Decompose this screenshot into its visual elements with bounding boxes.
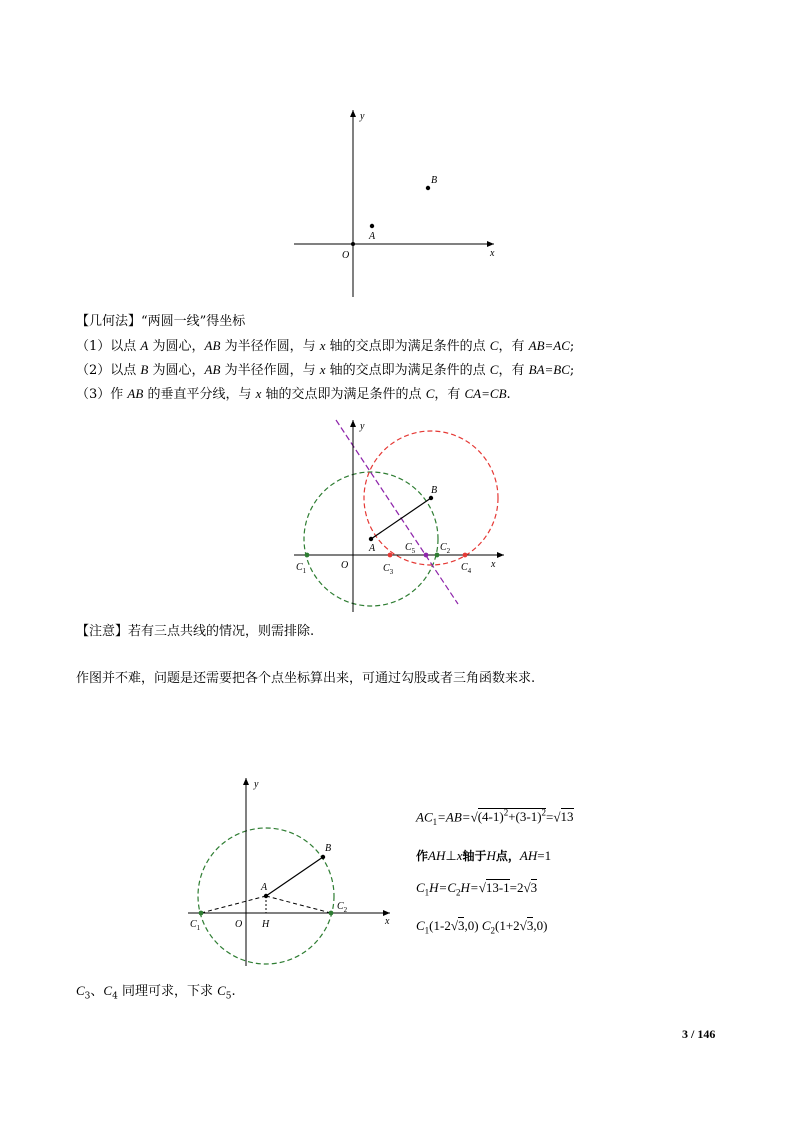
f2-val: =1 [537,848,552,863]
formula-line-4 [416,918,547,936]
ll-s5: 5 [225,991,232,1002]
method-2-point: B [140,362,149,377]
f2-ah: AH [428,848,446,863]
point-c4 [463,553,468,558]
f1-term1: (4-1) [477,809,504,825]
f4-r2: 3 [526,918,534,933]
point-h-label: H [262,919,270,930]
f2-post: 点， [495,849,520,863]
f1-radicand [478,808,546,824]
origin-label: O [342,250,350,261]
ll-c4: C [103,983,113,998]
section-title: 【几何法】“两圆一线”得坐标 [76,314,246,329]
method-3-x: x [255,386,262,401]
method-3-c: C [425,386,435,401]
f4-c2: C [481,918,491,933]
method-1-equation: AB=AC [528,338,570,353]
c1-label: $C_1$ [296,562,307,575]
f3-r1: 13-1 [485,880,510,895]
method-1-point: A [140,338,149,353]
f1-r2: 13 [560,809,574,825]
c2-label: $C_2$ [337,901,348,914]
formula-line-3 [416,880,537,898]
method-2-end: ; [569,363,575,378]
point-a [264,894,268,898]
method-2-x: x [319,362,326,377]
method-3-ab: AB [127,386,144,401]
point-b-label: B [431,175,438,186]
f4-p1: (1-2 [429,918,451,933]
point-a-label: A [369,543,376,554]
f1-eq: =AB= [437,809,471,825]
ll-c5: C [217,983,226,998]
paragraph-text: 作图并不难，问题是还需要把各个点坐标算出来，可通过勾股或者三角函数来求. [76,671,536,686]
f3-eq: =2 [509,880,524,895]
last-line [76,982,236,1006]
sqrt-icon: √ [450,918,458,933]
c1-label: $C_1$ [190,919,201,932]
x-axis-label: x [491,559,496,570]
method-2-text-1: 为圆心， [152,363,205,378]
point-c2 [435,553,440,558]
origin-label: O [341,560,349,571]
f3-s2: 2 [456,887,461,898]
c4-label: $C_4$ [461,562,472,575]
c2-label: $C_2$ [440,542,451,555]
f1-eq2: = [546,809,554,825]
note-text: 【注意】若有三点共线的情况，则需排除. [76,624,315,639]
method-2-text-2: 为半径作圆，与 [224,363,316,378]
sqrt-icon: √ [470,809,478,825]
segment-ac1 [201,896,266,913]
method-3-text-2: 的垂直平分线，与 [147,387,252,402]
f3-s1: 1 [424,887,430,898]
f4-p2: (1+2 [495,918,520,933]
sqrt-icon: √ [478,880,486,895]
method-1-text-1: 为圆心， [152,339,205,354]
point-a-label: A [369,231,376,242]
f4-s2: 2 [490,925,495,936]
method-2-prefix: （2）以点 [76,363,137,378]
formula-line-1 [416,808,574,827]
method-3-prefix: （3）作 [76,387,124,402]
ll-end: . [231,984,236,999]
method-3-text-4: ，有 [434,387,461,402]
method-line-2 [76,361,574,379]
f4-s1: 1 [424,925,430,936]
f1-lhs-sub: 1 [432,816,438,827]
segment-ac2 [266,896,331,913]
f1-lhs: AC [416,809,433,825]
method-3-equation: CA=CB [464,386,507,401]
point-b-label: B [431,485,438,496]
origin-label: O [235,919,243,930]
method-2-equation: BA=BC [528,362,570,377]
formula-line-2 [416,847,551,864]
ll-mid: 同理可求，下求 [117,984,218,999]
method-2-text-3: 轴的交点即为满足条件的点 [329,363,486,378]
f3-h2: H= [460,880,479,895]
c3-label: $C_3$ [383,563,394,576]
figure-3 [180,772,400,972]
sqrt-icon: √ [519,918,527,933]
method-3-text-3: 轴的交点即为满足条件的点 [265,387,422,402]
f2-ah2: AH [519,848,538,863]
f2-pre: 作 [416,849,429,863]
figure-1 [280,100,510,305]
ll-s3: 3 [84,991,91,1002]
method-3-end: . [506,387,511,402]
x-axis-label: x [385,916,390,927]
method-2-text-4: ，有 [498,363,525,378]
f3-c1: C [416,880,425,895]
ll-c3: C [76,983,85,998]
f1-term2: +(3-1) [508,809,542,825]
method-1-end: ; [569,339,575,354]
page-number: 3 / 146 [682,1027,716,1041]
point-b [429,496,433,500]
f4-p1e: ,0) [464,918,479,933]
figure-2 [280,412,520,612]
f4-p2e: ,0) [533,918,548,933]
ll-sep: 、 [90,984,104,999]
method-1-x: x [319,338,326,353]
point-b-label: B [325,843,332,854]
f2-h: H [486,848,496,863]
perpendicular-icon: ⊥ [445,848,457,863]
method-1-c: C [489,338,499,353]
method-line-1 [76,337,574,355]
f4-r1: 3 [457,918,465,933]
point-c3 [388,553,393,558]
method-1-text-2: 为半径作圆，与 [224,339,316,354]
perpendicular-bisector [336,420,458,604]
point-b [426,186,430,190]
f1-sup1: 2 [503,808,509,818]
f1-sup2: 2 [541,808,547,818]
f3-h1: H=C [429,880,457,895]
point-a-label: A [261,882,268,893]
f4-c1: C [416,918,425,933]
method-1-text-4: ，有 [498,339,525,354]
point-a [370,224,374,228]
sqrt-icon: √ [523,880,531,895]
y-axis-label: y [360,111,365,122]
point-c1 [305,553,310,558]
point-c2 [329,911,334,916]
y-axis-label: y [360,421,365,432]
segment-ab [371,498,431,539]
point-c1 [199,911,204,916]
sqrt-icon: √ [553,809,561,825]
f2-mid: 轴于 [462,849,487,863]
ll-s4: 4 [112,991,118,1002]
method-2-ab: AB [204,362,221,377]
method-1-text-3: 轴的交点即为满足条件的点 [329,339,486,354]
method-2-c: C [489,362,499,377]
c5-label: $C_5$ [405,542,416,555]
segment-ab [266,857,323,896]
origin-point [351,242,355,246]
y-axis-label: y [254,779,259,790]
point-a [369,537,373,541]
f2-x: x [456,848,463,863]
point-c5 [424,553,429,558]
method-line-3 [76,385,511,403]
x-axis-label: x [490,248,495,259]
method-1-ab: AB [204,338,221,353]
point-b [321,855,325,859]
method-1-prefix: （1）以点 [76,339,137,354]
f3-r2: 3 [530,880,538,895]
